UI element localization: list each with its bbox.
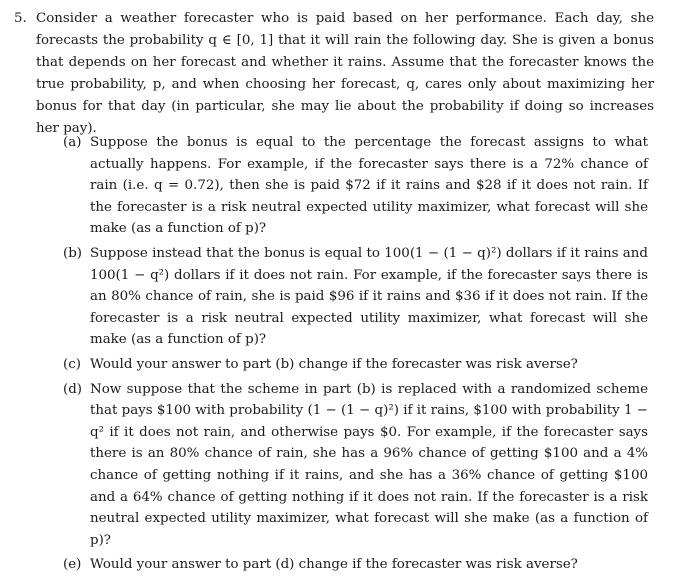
part-label: (e)	[63, 557, 82, 573]
problem-statement	[14, 8, 654, 141]
part-label: (d)	[63, 381, 83, 397]
part-text: Would your answer to part (b) change if the forecaster was risk averse?	[90, 356, 578, 372]
part-text: Would your answer to part (d) change if the forecaster was risk averse?	[90, 557, 578, 573]
part-label: (c)	[63, 356, 81, 372]
part-label: (b)	[63, 245, 83, 261]
part-d	[63, 379, 648, 552]
part-a	[63, 132, 648, 240]
problem-parts-list	[63, 132, 648, 579]
part-c	[63, 354, 648, 376]
problem-number: 5.	[14, 11, 27, 26]
problem-intro: Consider a weather forecaster who is paid based on her performance. Each day, she forecasts the probability q ∈ [0, 1] that it will rain the following day. She is given a bonus that depends on her forecast and whether it rains. Assume that the forecaster knows the true probability, p, and when choosing her forecast, q, cares only about maximizing her bonus for that day (in particular, she may lie about the probability if doing so increases her pay).	[36, 11, 654, 137]
part-text: Now suppose that the scheme in part (b) is replaced with a randomized scheme that pays $100 with probability (1 − (1 − q)²) if it rains, $100 with probability 1 − q² if it does not rain, and otherwise pays $0. For example, if the forecaster says there is an 80% chance of rain, she has a 96% chance of getting $100 and a 4% chance of getting nothing if it rains, and she has a 36% chance of getting $100 and a 64% chance of getting nothing if it does not rain. If the forecaster is a risk neutral expected utility maximizer, what forecast will she make (as a function of p)?	[90, 381, 648, 548]
part-label: (a)	[63, 135, 82, 150]
part-e	[63, 554, 648, 576]
part-b	[63, 243, 648, 351]
part-text: Suppose instead that the bonus is equal to 100(1 − (1 − q)²) dollars if it rains and 100(1 − q²) dollars if it does not rain. For example, if the forecaster says there is an 80% chance of rain, she is paid $96 if it rains and $36 if it does not rain. If the forecaster is a risk neutral expected utility maximizer, what forecast will she make (as a function of p)?	[90, 245, 648, 348]
part-text: Suppose the bonus is equal to the percentage the forecast assigns to what actually happens. For example, if the forecaster says there is a 72% chance of rain (i.e. q = 0.72), then she is paid $72 if it rains and $28 if it does not rain. If the forecaster is a risk neutral expected utility maximizer, what forecast will she make (as a function of p)?	[90, 135, 648, 237]
